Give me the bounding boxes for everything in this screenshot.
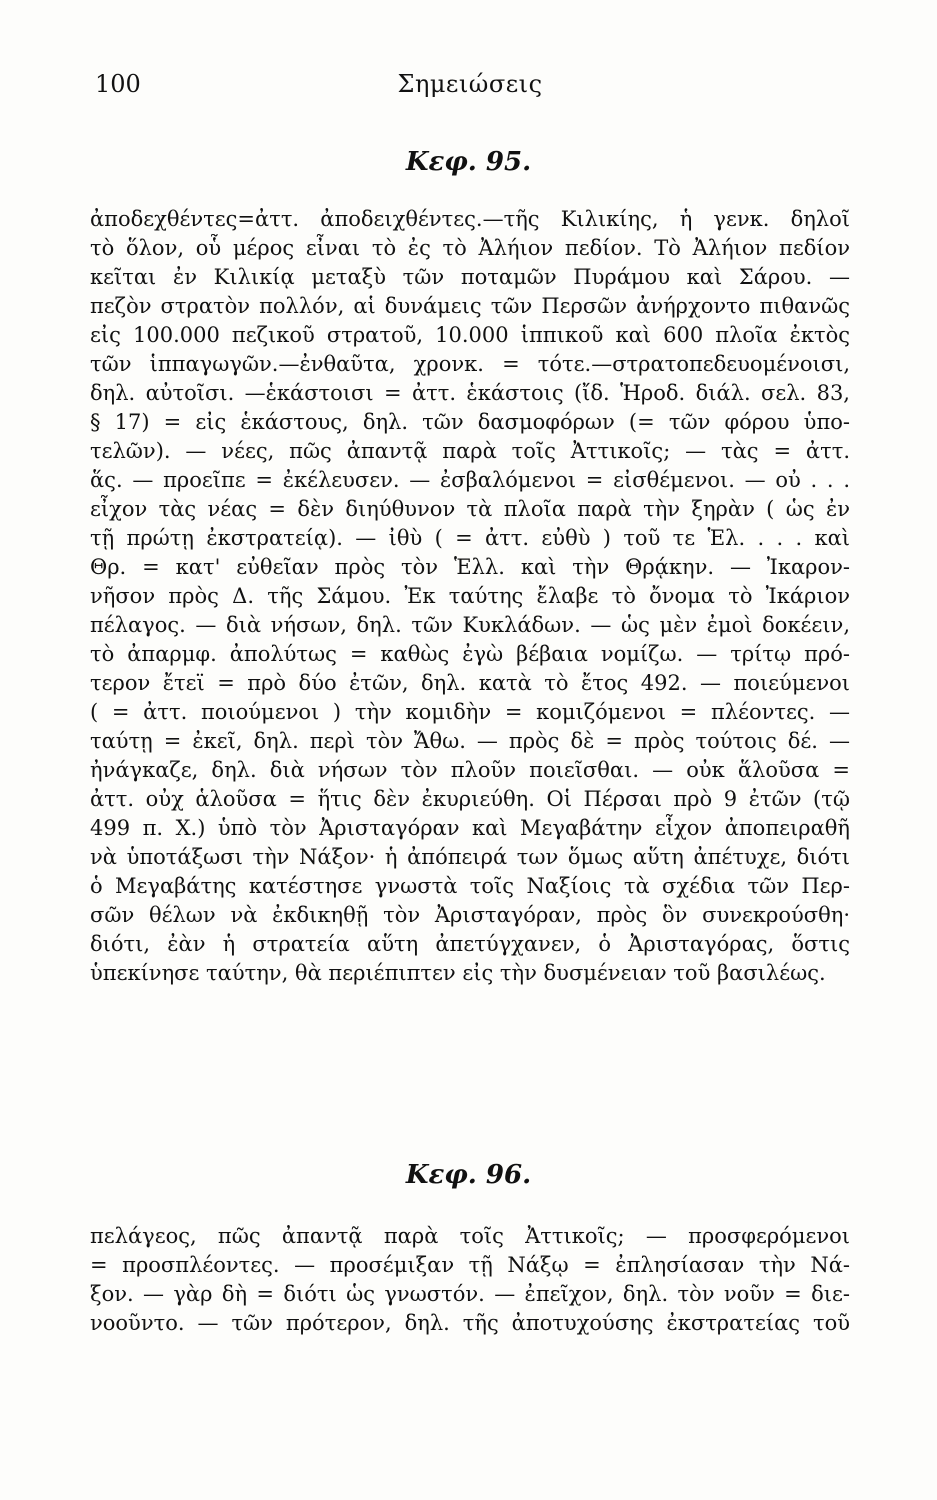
page-header [95,70,845,110]
text-line: ὑπεκίνησε ταύτην, θὰ περιέπιπτεν εἰς τὴν δυσμένειαν τοῦ βασιλέως. [90,961,826,985]
chapter-heading-95: Κεφ. 95. [405,147,532,177]
text-line: ξον. — γὰρ δὴ = διότι ὡς γνωστόν. — ἐπεῖχον, δηλ. τὸν νοῦν = διε- [90,1282,850,1306]
text-line: τὸ ὅλον, οὗ μέρος εἶναι τὸ ἐς τὸ Ἀλήιον πεδίον. Τὸ Ἀλήιον πεδίον [90,236,850,260]
chapter-heading-96: Κεφ. 96. [405,1160,532,1190]
text-line: τῇ πρώτῃ ἐκστρατείᾳ). — ἰθὺ ( = ἀττ. εὐθὺ ) τοῦ τε Ἑλ. . . . καὶ [90,526,850,550]
text-line: τῶν ἱππαγωγῶν.—ἐνθαῦτα, χρονκ. = τότε.—στρατοπεδευομένοισι, [90,352,850,376]
text-line: 499 π. Χ.) ὑπὸ τὸν Ἀρισταγόραν καὶ Μεγαβάτην εἶχον ἀποπειραθῆ [90,816,850,840]
text-line: εἰς 100.000 πεζικοῦ στρατοῦ, 10.000 ἱππικοῦ καὶ 600 πλοῖα ἐκτὸς [90,323,850,347]
text-line: κεῖται ἐν Κιλικίᾳ μεταξὺ τῶν ποταμῶν Πυράμου καὶ Σάρου. — [90,265,850,289]
text-line: νῆσον πρὸς Δ. τῆς Σάμου. Ἐκ ταύτης ἔλαβε τὸ ὄνομα τὸ Ἰκάριον [90,584,850,608]
text-line: τελῶν). — νέες, πῶς ἀπαντᾷ παρὰ τοῖς Ἀττικοῖς; — τὰς = ἀττ. [90,439,850,463]
text-line: τὸ ἀπαρμφ. ἀπολύτως = καθὼς ἐγὼ βέβαια νομίζω. — τρίτῳ πρό- [90,642,850,666]
text-line: = προσπλέοντες. — προσέμιξαν τῇ Νάξῳ = ἐπλησίασαν τὴν Νά- [90,1253,850,1277]
text-line: ἀττ. οὐχ ἁλοῦσα = ἥτις δὲν ἐκυριεύθη. Οἱ Πέρσαι πρὸ 9 ἐτῶν (τῷ [90,787,850,811]
text-line: νὰ ὑποτάξωσι τὴν Νάξον· ἡ ἀπόπειρά των ὅμως αὕτη ἀπέτυχε, διότι [90,845,850,869]
text-line: Θρ. = κατ' εὐθεῖαν πρὸς τὸν Ἑλλ. καὶ τὴν Θρᾴκην. — Ἰκαρον- [90,555,850,579]
page-number: 100 [95,70,141,98]
text-line: πεζὸν στρατὸν πολλόν, αἱ δυνάμεις τῶν Περσῶν ἀνήρχοντο πιθανῶς [90,294,850,318]
text-line: δηλ. αὐτοῖσι. —ἑκάστοισι = ἀττ. ἑκάστοις (ἴδ. Ἡροδ. διάλ. σελ. 83, [90,381,850,405]
text-line: § 17) = εἰς ἑκάστους, δηλ. τῶν δασμοφόρων (= τῶν φόρου ὑπο- [90,410,850,434]
text-line: ( = ἀττ. ποιούμενοι ) τὴν κομιδὴν = κομιζόμενοι = πλέοντες. — [90,700,850,724]
notes-chapter-95 [90,205,850,988]
text-line: τερον ἔτεϊ = πρὸ δύο ἐτῶν, δηλ. κατὰ τὸ ἔτος 492. — ποιεύμενοι [90,671,850,695]
text-line: σῶν θέλων νὰ ἐκδικηθῇ τὸν Ἀρισταγόραν, πρὸς ὃν συνεκρούσθη· [90,903,850,927]
notes-chapter-96 [90,1222,850,1338]
text-line: εἶχον τὰς νέας = δὲν διηύθυνον τὰ πλοῖα παρὰ τὴν ξηρὰν ( ὡς ἐν [90,497,850,521]
text-line: διότι, ἐὰν ἡ στρατεία αὕτη ἀπετύγχανεν, ὁ Ἀρισταγόρας, ὅστις [90,932,850,956]
text-line: πελάγεος, πῶς ἀπαντᾷ παρὰ τοῖς Ἀττικοῖς; — προσφερόμενοι [90,1224,850,1248]
text-line: ταύτῃ = ἐκεῖ, δηλ. περὶ τὸν Ἄθω. — πρὸς δὲ = πρὸς τούτοις δέ. — [90,729,850,753]
running-title: Σημειώσεις [397,70,543,98]
text-line: ὁ Μεγαβάτης κατέστησε γνωστὰ τοῖς Ναξίοις τὰ σχέδια τῶν Περ- [90,874,850,898]
text-line: πέλαγος. — διὰ νήσων, δηλ. τῶν Κυκλάδων. — ὡς μὲν ἐμοὶ δοκέειν, [90,613,850,637]
text-line: νοοῦντο. — τῶν πρότερον, δηλ. τῆς ἀποτυχούσης ἐκστρατείας τοῦ [90,1311,850,1335]
text-line: ἀποδεχθέντες=ἀττ. ἀποδειχθέντες.—τῆς Κιλικίης, ἡ γενκ. δηλοῖ [90,207,850,231]
text-line: ἠνάγκαζε, δηλ. διὰ νήσων τὸν πλοῦν ποιεῖσθαι. — οὐκ ἅλοῦσα = [90,758,850,782]
text-line: ἅς. — προεῖπε = ἐκέλευσεν. — ἐσβαλόμενοι = εἰσθέμενοι. — οὐ . . . [90,468,850,492]
